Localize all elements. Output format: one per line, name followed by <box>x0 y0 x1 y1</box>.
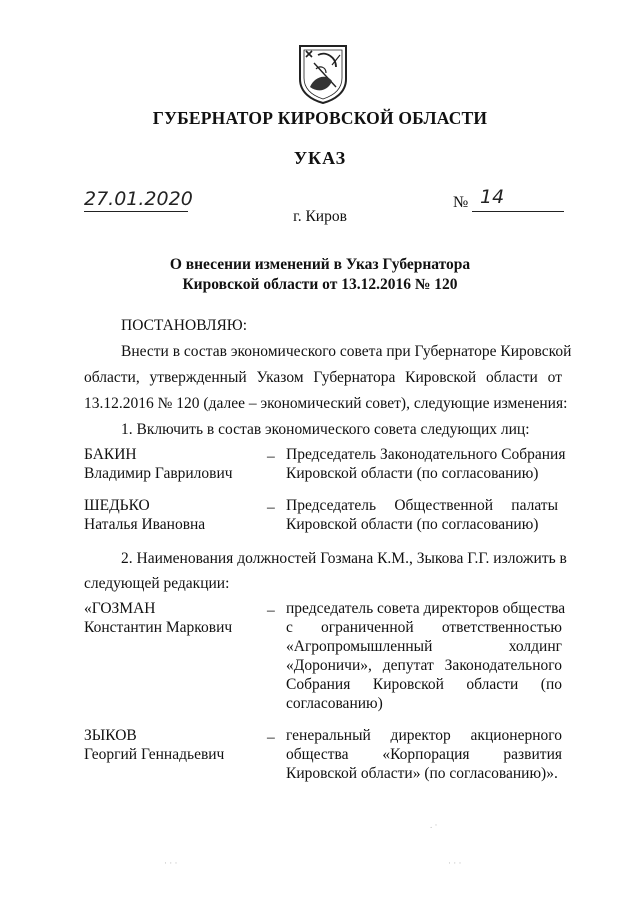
member-position-line: Кировской области (по согласованию) <box>286 516 539 533</box>
kirov-coat-of-arms-icon <box>296 43 350 105</box>
decree-word: ПОСТАНОВЛЯЮ: <box>121 317 248 334</box>
intro-line-1: Внести в состав экономического совета при Губернаторе Кировской <box>121 343 572 360</box>
subject-line-2: Кировской области от 13.12.2016 № 120 <box>182 276 458 293</box>
member-name: Константин Маркович <box>84 619 233 636</box>
member-position-line: Председатель Общественной палаты <box>286 497 558 514</box>
member-name: Георгий Геннадьевич <box>84 746 225 763</box>
member-position-line: Председатель Законодательного Собрания <box>286 446 566 463</box>
city: г. Киров <box>293 208 347 225</box>
member-name: Владимир Гаврилович <box>84 465 233 482</box>
issuer-title: ГУБЕРНАТОР КИРОВСКОЙ ОБЛАСТИ <box>152 108 488 128</box>
member-dash: – <box>267 448 275 465</box>
member-position-line: «Агропромышленный холдинг <box>286 638 562 655</box>
member-name: Наталья Ивановна <box>84 516 206 533</box>
member-position-line: председатель совета директоров общества <box>286 600 566 617</box>
scan-speck: · · · <box>164 858 178 868</box>
intro-line-2: области, утвержденный Указом Губернатора Кировской области от <box>84 369 562 386</box>
item-2-line-1: 2. Наименования должностей Гозмана К.М., Зыкова Г.Г. изложить в <box>121 550 567 567</box>
scan-speck: . · <box>430 820 438 830</box>
item-2-line-2: следующей редакции: <box>84 575 230 592</box>
intro-line-3: 13.12.2016 № 120 (далее – экономический совет), следующие изменения: <box>84 395 568 412</box>
number-label: № <box>453 194 469 211</box>
member-position-line: Собрания Кировской области (по <box>286 676 562 693</box>
member-surname: ЗЫКОВ <box>84 727 137 744</box>
member-position-line: согласованию) <box>286 695 383 712</box>
member-position-line: «Дороничи», депутат Законодательного <box>286 657 562 674</box>
member-position-line: Кировской области (по согласованию) <box>286 465 539 482</box>
member-dash: – <box>267 729 275 746</box>
subject-line-1: О внесении изменений в Указ Губернатора <box>169 256 471 273</box>
member-dash: – <box>267 499 275 516</box>
member-surname: «ГОЗМАН <box>84 600 156 617</box>
document-type: УКАЗ <box>293 148 347 168</box>
member-surname: ШЕДЬКО <box>84 497 150 514</box>
member-dash: – <box>267 602 275 619</box>
handwritten-date: 27.01.2020 <box>84 188 193 210</box>
member-position-line: Кировской области» (по согласованию)». <box>286 765 558 782</box>
scan-speck: · · · <box>448 858 462 868</box>
member-position-line: генеральный директор акционерного <box>286 727 562 744</box>
item-1: 1. Включить в состав экономического совета следующих лиц: <box>121 421 530 438</box>
member-position-line: общества «Корпорация развития <box>286 746 562 763</box>
member-surname: БАКИН <box>84 446 137 463</box>
member-position-line: с ограниченной ответственностью <box>286 619 562 636</box>
handwritten-number: 14 <box>480 186 505 208</box>
